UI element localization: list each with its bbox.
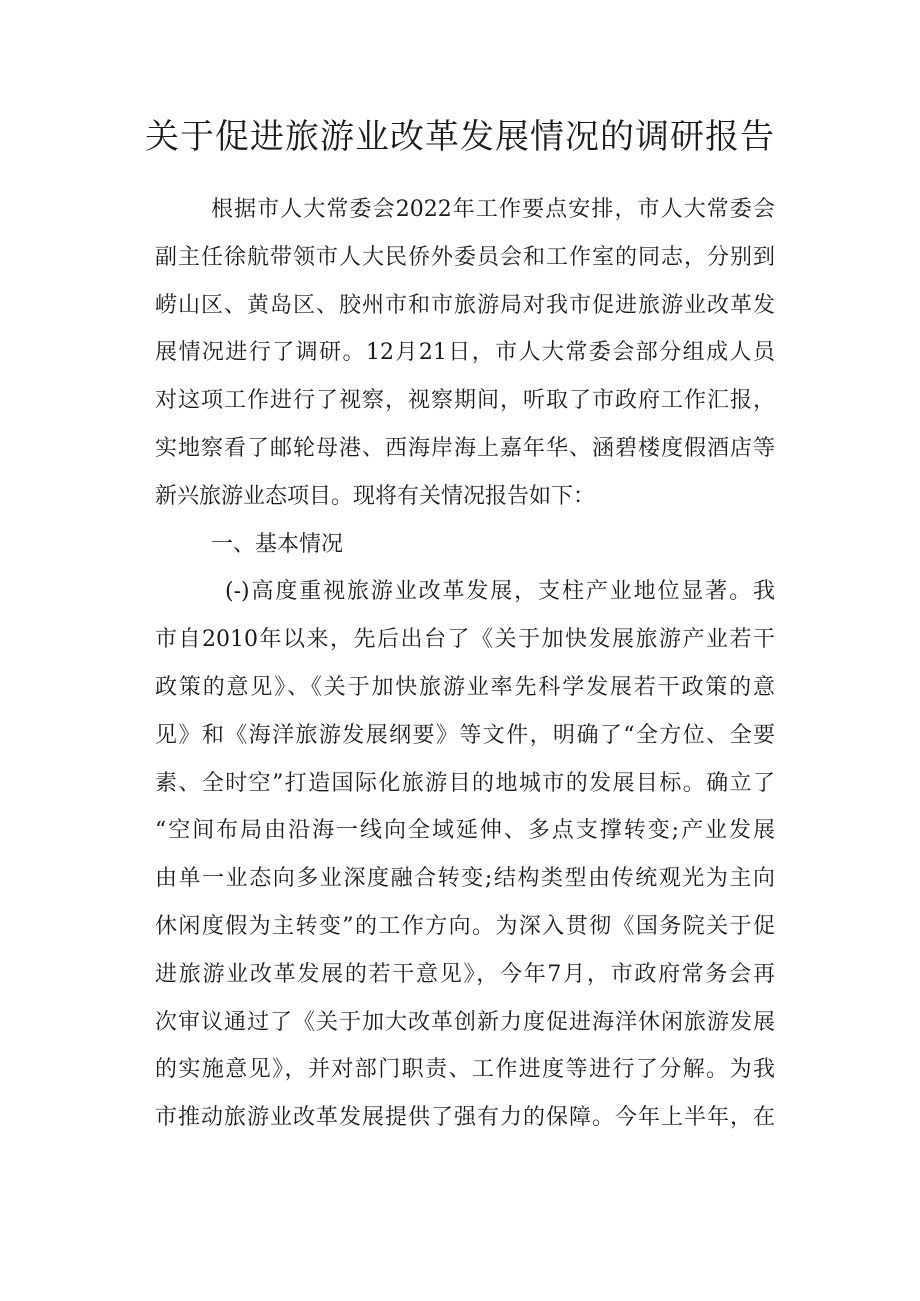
document-title: 关于促进旅游业改革发展情况的调研报告 [145,117,775,157]
paragraph-line-12: 见》和《海洋旅游发展纲要》等文件，明确了“全方位、全要 [155,722,775,748]
paragraph-line-3: 崂山区、黄岛区、胶州市和市旅游局对我市促进旅游业改革发 [155,292,775,318]
paragraph-line-13: 素、全时空”打造国际化旅游目的地城市的发展目标。确立了 [155,770,775,796]
paragraph-line-6: 实地察看了邮轮母港、西海岸海上嘉年华、涵碧楼度假酒店等 [155,435,775,461]
paragraph-line-5: 对这项工作进行了视察，视察期间，听取了市政府工作汇报， [155,388,775,414]
paragraph-line-2: 副主任徐航带领市人大民侨外委员会和工作室的同志，分别到 [155,244,775,270]
paragraph-line-15: 由单一业态向多业深度融合转变;结构类型由传统观光为主向 [155,866,775,892]
paragraph-line-11: 政策的意见》、《关于加快旅游业率先科学发展若干政策的意 [155,674,775,700]
paragraph-line-16: 休闲度假为主转变”的工作方向。为深入贯彻《国务院关于促 [155,913,775,939]
paragraph-line-10: 市自2010年以来，先后出台了《关于加快发展旅游产业若干 [155,627,775,653]
paragraph-line-1: 根据市人大常委会2022年工作要点安排，市人大常委会 [211,197,775,222]
document-body [155,186,775,1142]
paragraph-line-20: 市推动旅游业改革发展提供了强有力的保障。今年上半年，在 [155,1105,775,1131]
section-heading: 一、基本情况 [211,531,344,557]
paragraph-line-4: 展情况进行了调研。12月21日，市人大常委会部分组成人员 [155,340,775,366]
paragraph-line-19: 的实施意见》，并对部门职责、工作进度等进行了分解。为我 [155,1057,775,1083]
paragraph-line-18: 次审议通过了《关于加大改革创新力度促进海洋休闲旅游发展 [155,1009,775,1035]
paragraph-line-9: (-)高度重视旅游业改革发展，支柱产业地位显著。我 [225,579,775,605]
paragraph-line-17: 进旅游业改革发展的若干意见》，今年7月，市政府常务会再 [155,961,775,987]
paragraph-line-7: 新兴旅游业态项目。现将有关情况报告如下： [155,483,596,509]
paragraph-line-14: “空间布局由沿海一线向全域延伸、多点支撑转变;产业发展 [155,818,775,844]
